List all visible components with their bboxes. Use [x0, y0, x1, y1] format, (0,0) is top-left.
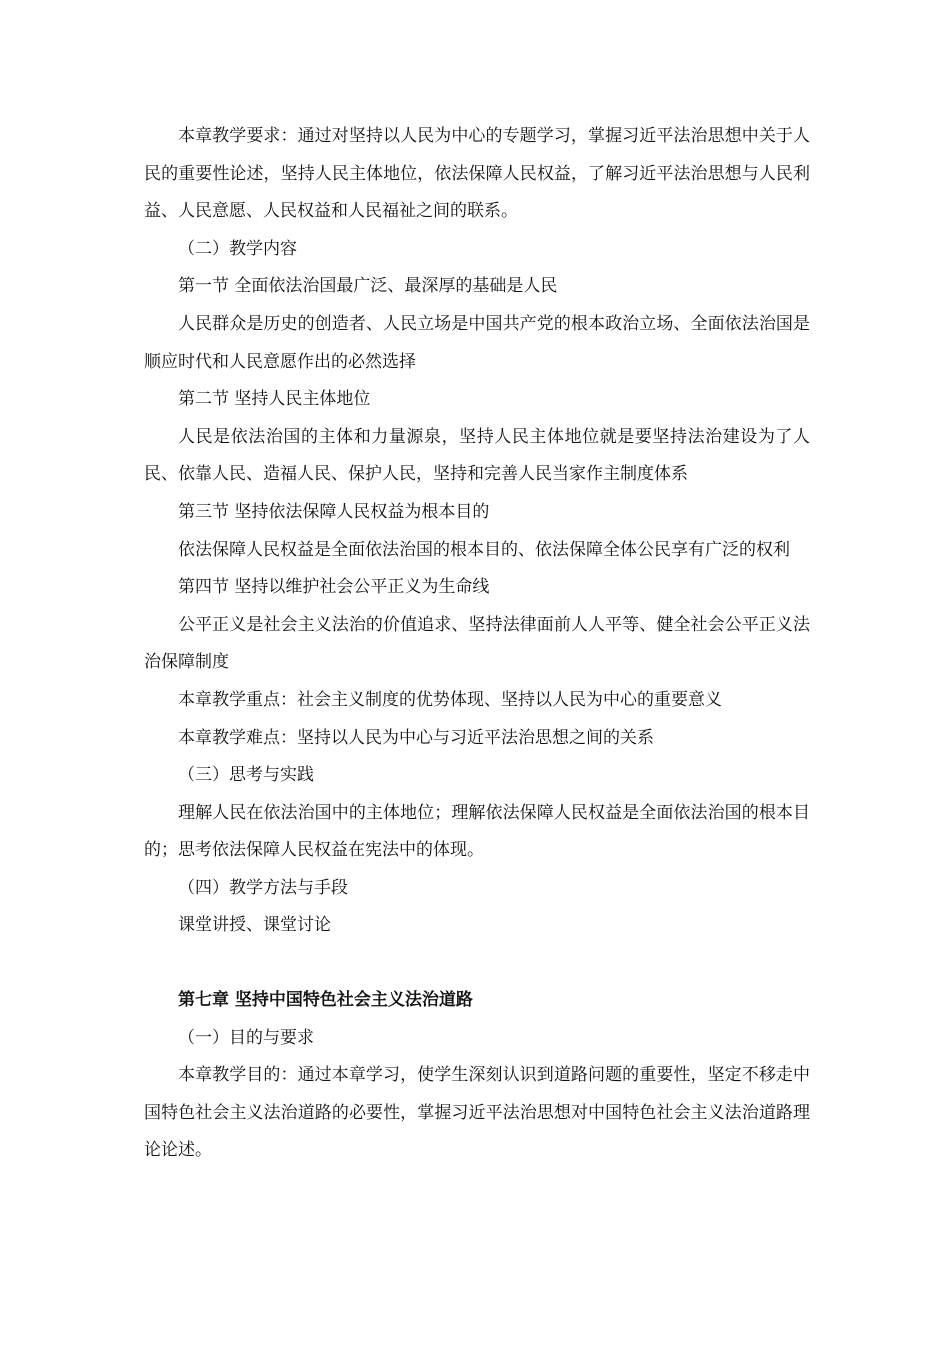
chapter-7-goal-text: 本章教学目的：通过本章学习，使学生深刻认识到道路问题的重要性，坚定不移走中国特色社会主义法治道路的必要性，掌握习近平法治思想对中国特色社会主义法治道路理论论述。 — [144, 1065, 810, 1161]
teaching-requirement-paragraph: 本章教学要求：通过对坚持以人民为中心的专题学习，掌握习近平法治思想中关于人民的重要性论述，坚持人民主体地位，依法保障人民权益，了解习近平法治思想与人民利益、人民意愿、人民权益和人民福祉之间的联系。 — [144, 126, 810, 222]
teaching-key-points: 本章教学重点：社会主义制度的优势体现、坚持以人民为中心的重要意义 — [178, 689, 722, 710]
chapter-7-title: 第七章 坚持中国特色社会主义法治道路 — [178, 990, 473, 1011]
chapter-7-goal-heading: （一）目的与要求 — [178, 1027, 314, 1048]
methods-text: 课堂讲授、课堂讨论 — [178, 915, 331, 936]
section-2-text: 人民是依法治国的主体和力量源泉，坚持人民主体地位就是要坚持法治建设为了人民、依靠人民、造福人民、保护人民，坚持和完善人民当家作主制度体系 — [144, 426, 810, 485]
section-3-text: 依法保障人民权益是全面依法治国的根本目的、依法保障全体公民享有广泛的权利 — [178, 539, 790, 560]
section-heading-methods: （四）教学方法与手段 — [178, 877, 348, 898]
section-3-title: 第三节 坚持依法保障人民权益为根本目的 — [178, 501, 490, 522]
document-body — [144, 118, 810, 1170]
thinking-practice-text: 理解人民在依法治国中的主体地位；理解依法保障人民权益是全面依法治国的根本目的；思考依法保障人民权益在宪法中的体现。 — [144, 802, 810, 861]
teaching-difficulties: 本章教学难点：坚持以人民为中心与习近平法治思想之间的关系 — [178, 727, 654, 748]
section-4-text: 公平正义是社会主义法治的价值追求、坚持法律面前人人平等、健全社会公平正义法治保障制度 — [144, 614, 810, 673]
section-2-title: 第二节 坚持人民主体地位 — [178, 389, 371, 410]
section-4-title: 第四节 坚持以维护社会公平正义为生命线 — [178, 577, 490, 598]
section-1-title: 第一节 全面依法治国最广泛、最深厚的基础是人民 — [178, 276, 558, 297]
section-heading-thinking-practice: （三）思考与实践 — [178, 765, 314, 786]
section-1-text: 人民群众是历史的创造者、人民立场是中国共产党的根本政治立场、全面依法治国是顺应时代和人民意愿作出的必然选择 — [144, 313, 810, 372]
section-heading-teaching-content: （二）教学内容 — [178, 238, 297, 259]
